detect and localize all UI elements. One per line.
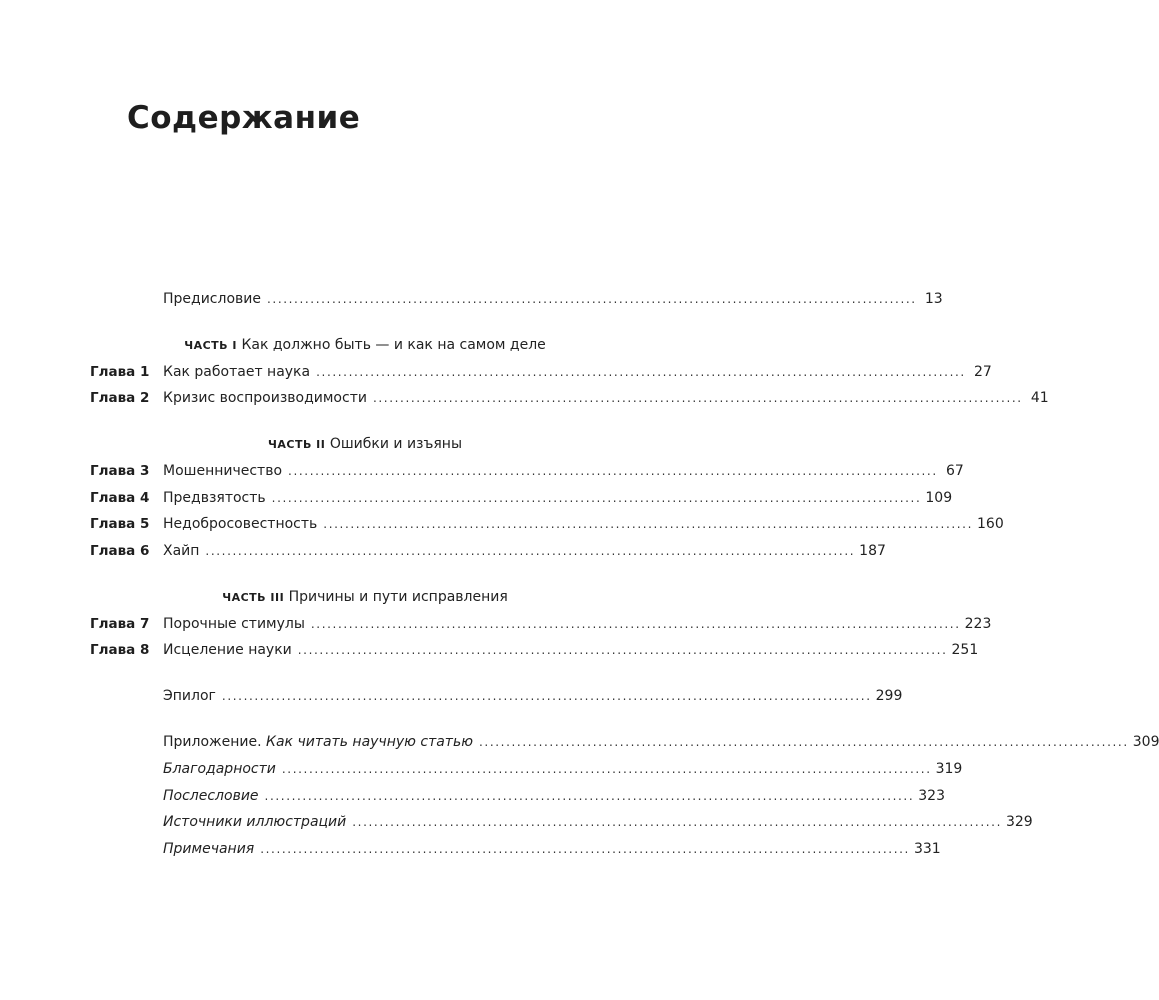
toc-entry-chapter-7[interactable] <box>90 613 992 635</box>
part-title: Причины и пути исправления <box>288 589 508 605</box>
toc-entry-chapter-1[interactable] <box>90 361 992 383</box>
page-number: 309 <box>1132 734 1159 750</box>
toc-entry-chapter-6[interactable] <box>90 540 886 562</box>
dot-leader: ........................................................................................................................ <box>205 544 856 558</box>
page-number: 187 <box>859 543 886 559</box>
chapter-number: Глава 1 <box>90 364 150 380</box>
dot-leader: ........................................................................................................................ <box>323 517 974 531</box>
chapter-number: Глава 8 <box>90 642 150 658</box>
page-number: 223 <box>964 616 992 632</box>
part-title: Ошибки и изъяны <box>329 436 463 452</box>
page-number: 160 <box>977 516 1004 532</box>
page-number: 251 <box>951 642 979 658</box>
page-title: Содержание <box>127 100 361 136</box>
toc-entry-afterword[interactable] <box>90 785 945 807</box>
dot-leader: ........................................................................................................................ <box>264 789 915 803</box>
dot-leader: ........................................................................................................................ <box>310 617 961 631</box>
page-number: 323 <box>918 788 945 804</box>
entry-title: Источники иллюстраций <box>163 814 347 830</box>
toc-entry-preface[interactable] <box>90 288 943 310</box>
page-number: 319 <box>935 761 963 777</box>
page-number: 299 <box>875 688 903 704</box>
page-number: 41 <box>1030 390 1049 406</box>
part-title: Как должно быть — и как на самом деле <box>241 337 546 353</box>
dot-leader: ........................................................................................................................ <box>281 762 932 776</box>
page-number: 331 <box>913 841 941 857</box>
entry-title: Примечания <box>163 841 255 857</box>
toc-entry-chapter-8[interactable] <box>90 639 979 661</box>
entry-title: Хайп <box>163 543 200 559</box>
part-label: ЧАСТЬ I <box>184 339 237 352</box>
dot-leader: ........................................................................................................................ <box>297 643 948 657</box>
toc-entry-illustration-sources[interactable] <box>90 811 1033 833</box>
part-heading-3 <box>90 586 640 609</box>
page-number: 109 <box>925 490 953 506</box>
entry-title: Благодарности <box>163 761 276 777</box>
toc-entry-chapter-3[interactable] <box>90 460 964 482</box>
part-label: ЧАСТЬ III <box>222 591 285 604</box>
toc-entry-chapter-4[interactable] <box>90 487 953 509</box>
entry-title: Приложение. Как читать научную статью <box>163 734 474 750</box>
entry-title: Исцеление науки <box>163 642 292 658</box>
dot-leader: ........................................................................................................................ <box>352 815 1002 829</box>
dot-leader: ........................................................................................................................ <box>260 842 910 856</box>
page-number: 27 <box>974 364 992 380</box>
toc-entry-chapter-2[interactable] <box>90 387 1049 409</box>
dot-leader: ........................................................................................................................ <box>288 464 938 478</box>
entry-title: Мошенничество <box>163 463 283 479</box>
entry-title: Недобросовестность <box>163 516 318 532</box>
dot-leader: ........................................................................................................................ <box>316 365 966 379</box>
part-heading-1 <box>90 334 640 357</box>
chapter-number: Глава 3 <box>90 463 150 479</box>
dot-leader: ........................................................................................................................ <box>271 491 922 505</box>
page-number: 13 <box>924 291 943 307</box>
dot-leader: ........................................................................................................................ <box>266 292 917 306</box>
dot-leader: ........................................................................................................................ <box>372 391 1023 405</box>
entry-title: Предисловие <box>163 291 261 307</box>
chapter-number: Глава 7 <box>90 616 150 632</box>
chapter-number: Глава 5 <box>90 516 150 532</box>
page-number: 67 <box>945 463 964 479</box>
toc-entry-appendix[interactable] <box>90 731 1159 753</box>
toc-entry-chapter-5[interactable] <box>90 513 1004 535</box>
toc-entry-epilogue[interactable] <box>90 685 903 707</box>
part-label: ЧАСТЬ II <box>267 438 326 451</box>
entry-title: Как работает наука <box>163 364 311 380</box>
part-heading-2 <box>90 433 640 456</box>
entry-title: Кризис воспроизводимости <box>163 390 367 406</box>
dot-leader: ........................................................................................................................ <box>221 689 872 703</box>
page-number: 329 <box>1005 814 1033 830</box>
entry-title: Предвзятость <box>163 490 266 506</box>
chapter-number: Глава 4 <box>90 490 150 506</box>
entry-title: Послесловие <box>163 788 259 804</box>
entry-title: Эпилог <box>163 688 216 704</box>
toc-entry-notes[interactable] <box>90 838 941 860</box>
toc-entry-acknowledgements[interactable] <box>90 758 963 780</box>
chapter-number: Глава 6 <box>90 543 150 559</box>
dot-leader: ........................................................................................................................ <box>479 735 1129 749</box>
entry-title: Порочные стимулы <box>163 616 305 632</box>
chapter-number: Глава 2 <box>90 390 150 406</box>
